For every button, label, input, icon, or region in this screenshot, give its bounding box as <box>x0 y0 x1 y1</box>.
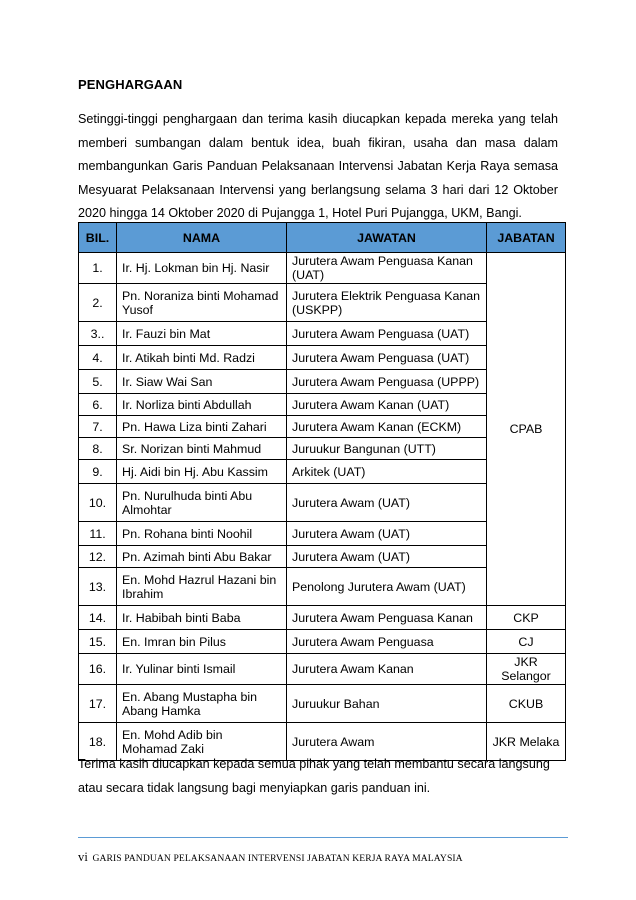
cell-nama: En. Imran bin Pilus <box>117 630 287 654</box>
col-header-jawatan: JAWATAN <box>287 223 487 253</box>
cell-jawatan: Penolong Jurutera Awam (UAT) <box>287 568 487 606</box>
cell-bil: 8. <box>79 438 117 460</box>
cell-bil: 11. <box>79 522 117 546</box>
cell-jabatan: CKP <box>487 606 566 630</box>
cell-nama: Pn. Rohana binti Noohil <box>117 522 287 546</box>
cell-nama: Pn. Hawa Liza binti Zahari <box>117 416 287 438</box>
cell-bil: 3.. <box>79 322 117 346</box>
table-row <box>79 654 566 685</box>
cell-bil: 9. <box>79 460 117 484</box>
cell-nama: Pn. Nurulhuda binti Abu Almohtar <box>117 484 287 522</box>
cell-nama: Ir. Hj. Lokman bin Hj. Nasir <box>117 253 287 284</box>
cell-jawatan: Jurutera Awam Kanan <box>287 654 487 685</box>
cell-bil: 13. <box>79 568 117 606</box>
cell-nama: Ir. Yulinar binti Ismail <box>117 654 287 685</box>
footer-divider <box>78 837 568 838</box>
cell-jawatan: Arkitek (UAT) <box>287 460 487 484</box>
cell-bil: 10. <box>79 484 117 522</box>
cell-jawatan: Jurutera Awam Penguasa (UPPP) <box>287 370 487 394</box>
cell-bil: 1. <box>79 253 117 284</box>
cell-nama: Ir. Norliza binti Abdullah <box>117 394 287 416</box>
intro-paragraph <box>78 108 558 226</box>
table-body <box>79 253 566 761</box>
table-row <box>79 685 566 723</box>
cell-jawatan: Jurutera Awam Kanan (ECKM) <box>287 416 487 438</box>
cell-jabatan: JKR Selangor <box>487 654 566 685</box>
cell-jawatan: Jurutera Awam Penguasa <box>287 630 487 654</box>
cell-bil: 6. <box>79 394 117 416</box>
cell-jawatan: Jurutera Awam (UAT) <box>287 484 487 522</box>
cell-nama: Pn. Azimah binti Abu Bakar <box>117 546 287 568</box>
cell-jawatan: Jurutera Awam Penguasa Kanan <box>287 606 487 630</box>
cell-nama: Sr. Norizan binti Mahmud <box>117 438 287 460</box>
table-header-row <box>79 223 566 253</box>
cell-jawatan: Jurutera Awam Penguasa (UAT) <box>287 322 487 346</box>
col-header-bil: BIL. <box>79 223 117 253</box>
cell-nama: Ir. Habibah binti Baba <box>117 606 287 630</box>
page-footer <box>78 850 463 865</box>
footer-title: GARIS PANDUAN PELAKSANAAN INTERVENSI JABATAN KERJA RAYA MALAYSIA <box>92 853 463 864</box>
cell-bil: 5. <box>79 370 117 394</box>
cell-jawatan: Jurutera Awam Penguasa (UAT) <box>287 346 487 370</box>
cell-nama: Pn. Noraniza binti Mohamad Yusof <box>117 284 287 322</box>
cell-bil: 18. <box>79 723 117 761</box>
table-row <box>79 630 566 654</box>
cell-jawatan: Jurutera Awam (UAT) <box>287 522 487 546</box>
cell-jawatan: Juruukur Bangunan (UTT) <box>287 438 487 460</box>
intro-text: Setinggi-tinggi penghargaan dan terima kasih diucapkan kepada mereka yang telah memberi sumbangan dalam bentuk idea, buah fikiran, usaha dan masa dalam membangunkan Garis Panduan Pelaksanaan Intervensi Jabatan Kerja Raya semasa Mesyuarat Pelaksanaan Intervensi yang berlangsung selama 3 hari dari 12 Oktober 2020 hingga 14 Oktober 2020 di Pujangga 1, Hotel Puri Pujangga, UKM, Bangi. <box>78 112 558 221</box>
page-heading: PENGHARGAAN <box>78 77 183 92</box>
cell-bil: 15. <box>79 630 117 654</box>
cell-bil: 12. <box>79 546 117 568</box>
cell-jawatan: Juruukur Bahan <box>287 685 487 723</box>
col-header-nama: NAMA <box>117 223 287 253</box>
cell-bil: 17. <box>79 685 117 723</box>
cell-nama: Ir. Atikah binti Md. Radzi <box>117 346 287 370</box>
cell-jawatan: Jurutera Awam (UAT) <box>287 546 487 568</box>
cell-nama: Hj. Aidi bin Hj. Abu Kassim <box>117 460 287 484</box>
closing-paragraph <box>78 752 568 800</box>
acknowledgement-table <box>78 222 566 761</box>
closing-text: Terima kasih diucapkan kepada semua pihak yang telah membantu secara langsung atau secara tidak langsung bagi menyiapkan garis panduan ini. <box>78 757 550 795</box>
cell-bil: 7. <box>79 416 117 438</box>
cell-nama: En. Mohd Hazrul Hazani bin Ibrahim <box>117 568 287 606</box>
table-row <box>79 253 566 284</box>
cell-bil: 14. <box>79 606 117 630</box>
cell-jawatan: Jurutera Elektrik Penguasa Kanan (USKPP) <box>287 284 487 322</box>
cell-bil: 4. <box>79 346 117 370</box>
page-number: vi <box>78 850 88 864</box>
cell-bil: 16. <box>79 654 117 685</box>
table-row <box>79 606 566 630</box>
cell-nama: En. Mohd Adib bin Mohamad Zaki <box>117 723 287 761</box>
cell-jabatan: CJ <box>487 630 566 654</box>
cell-nama: En. Abang Mustapha bin Abang Hamka <box>117 685 287 723</box>
cell-nama: Ir. Siaw Wai San <box>117 370 287 394</box>
cell-jawatan: Jurutera Awam Kanan (UAT) <box>287 394 487 416</box>
cell-jabatan: JKR Melaka <box>487 723 566 761</box>
cell-jawatan: Jurutera Awam <box>287 723 487 761</box>
col-header-jabatan: JABATAN <box>487 223 566 253</box>
cell-nama: Ir. Fauzi bin Mat <box>117 322 287 346</box>
cell-jabatan: CPAB <box>487 253 566 606</box>
cell-jabatan: CKUB <box>487 685 566 723</box>
cell-jawatan: Jurutera Awam Penguasa Kanan (UAT) <box>287 253 487 284</box>
cell-bil: 2. <box>79 284 117 322</box>
